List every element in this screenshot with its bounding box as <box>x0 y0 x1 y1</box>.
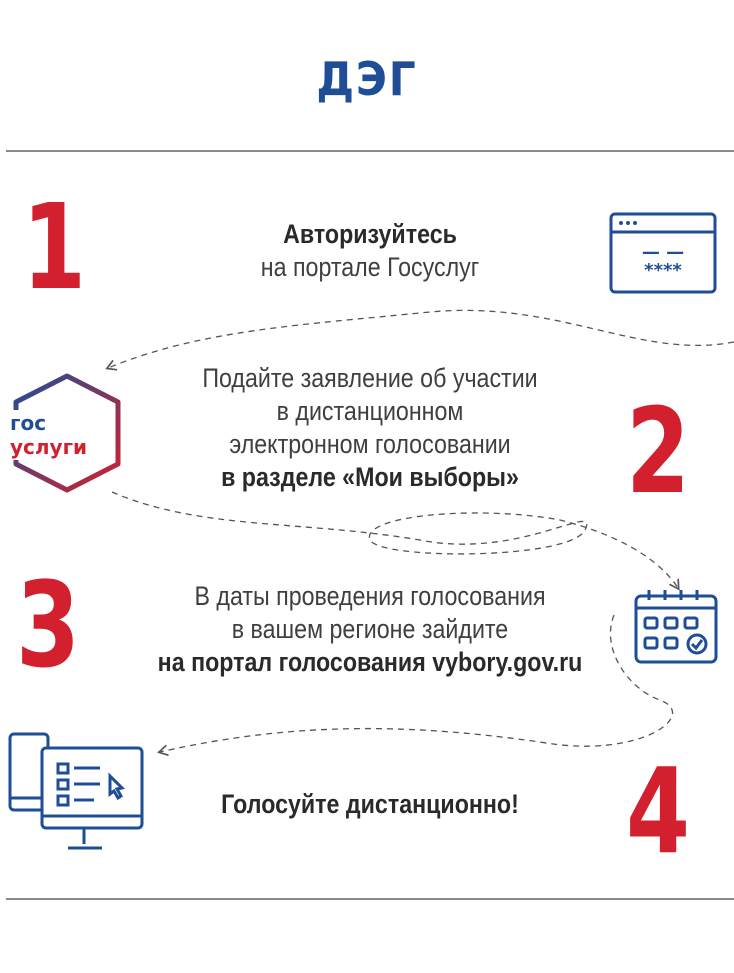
step-1-text <box>155 218 585 284</box>
step-3-text <box>155 580 585 679</box>
step-2-line3: электронном голосовании <box>229 429 511 459</box>
step-3-line1: В даты проведения голосования <box>194 581 546 611</box>
step-number-1: 1 <box>22 178 87 316</box>
logo-uslugi: услуги <box>10 435 88 459</box>
step-2-line2: в дистанционном <box>276 396 464 426</box>
login-password: **** <box>644 260 682 281</box>
step-number-2: 2 <box>626 382 691 520</box>
connector-1-2 <box>108 310 734 368</box>
step-3-line2: в вашем регионе зайдите <box>231 614 509 644</box>
step-4-bold: Голосуйте дистанционно! <box>221 789 519 819</box>
step-2-text <box>155 362 585 494</box>
calendar-icon <box>633 586 719 666</box>
step-number-4: 4 <box>626 742 691 880</box>
step-number-3: 3 <box>16 556 81 694</box>
step-1-line2: на портале Госуслуг <box>260 252 480 282</box>
devices-voting-icon <box>6 730 146 860</box>
logo-gos: гос <box>10 411 47 435</box>
connector-2-3 <box>112 492 678 588</box>
step-2-bold: в разделе «Мои выборы» <box>221 462 519 492</box>
browser-login-icon <box>609 212 717 294</box>
step-2-line1: Подайте заявление об участии <box>202 363 538 393</box>
gosuslugi-logo <box>4 370 130 496</box>
page-title: ДЭГ <box>316 52 418 106</box>
login-dashes: — — <box>641 242 685 263</box>
step-3-bold: на портал голосования vybory.gov.ru <box>157 647 583 677</box>
step-4-text <box>155 788 585 821</box>
step-1-bold: Авторизуйтесь <box>283 219 457 249</box>
